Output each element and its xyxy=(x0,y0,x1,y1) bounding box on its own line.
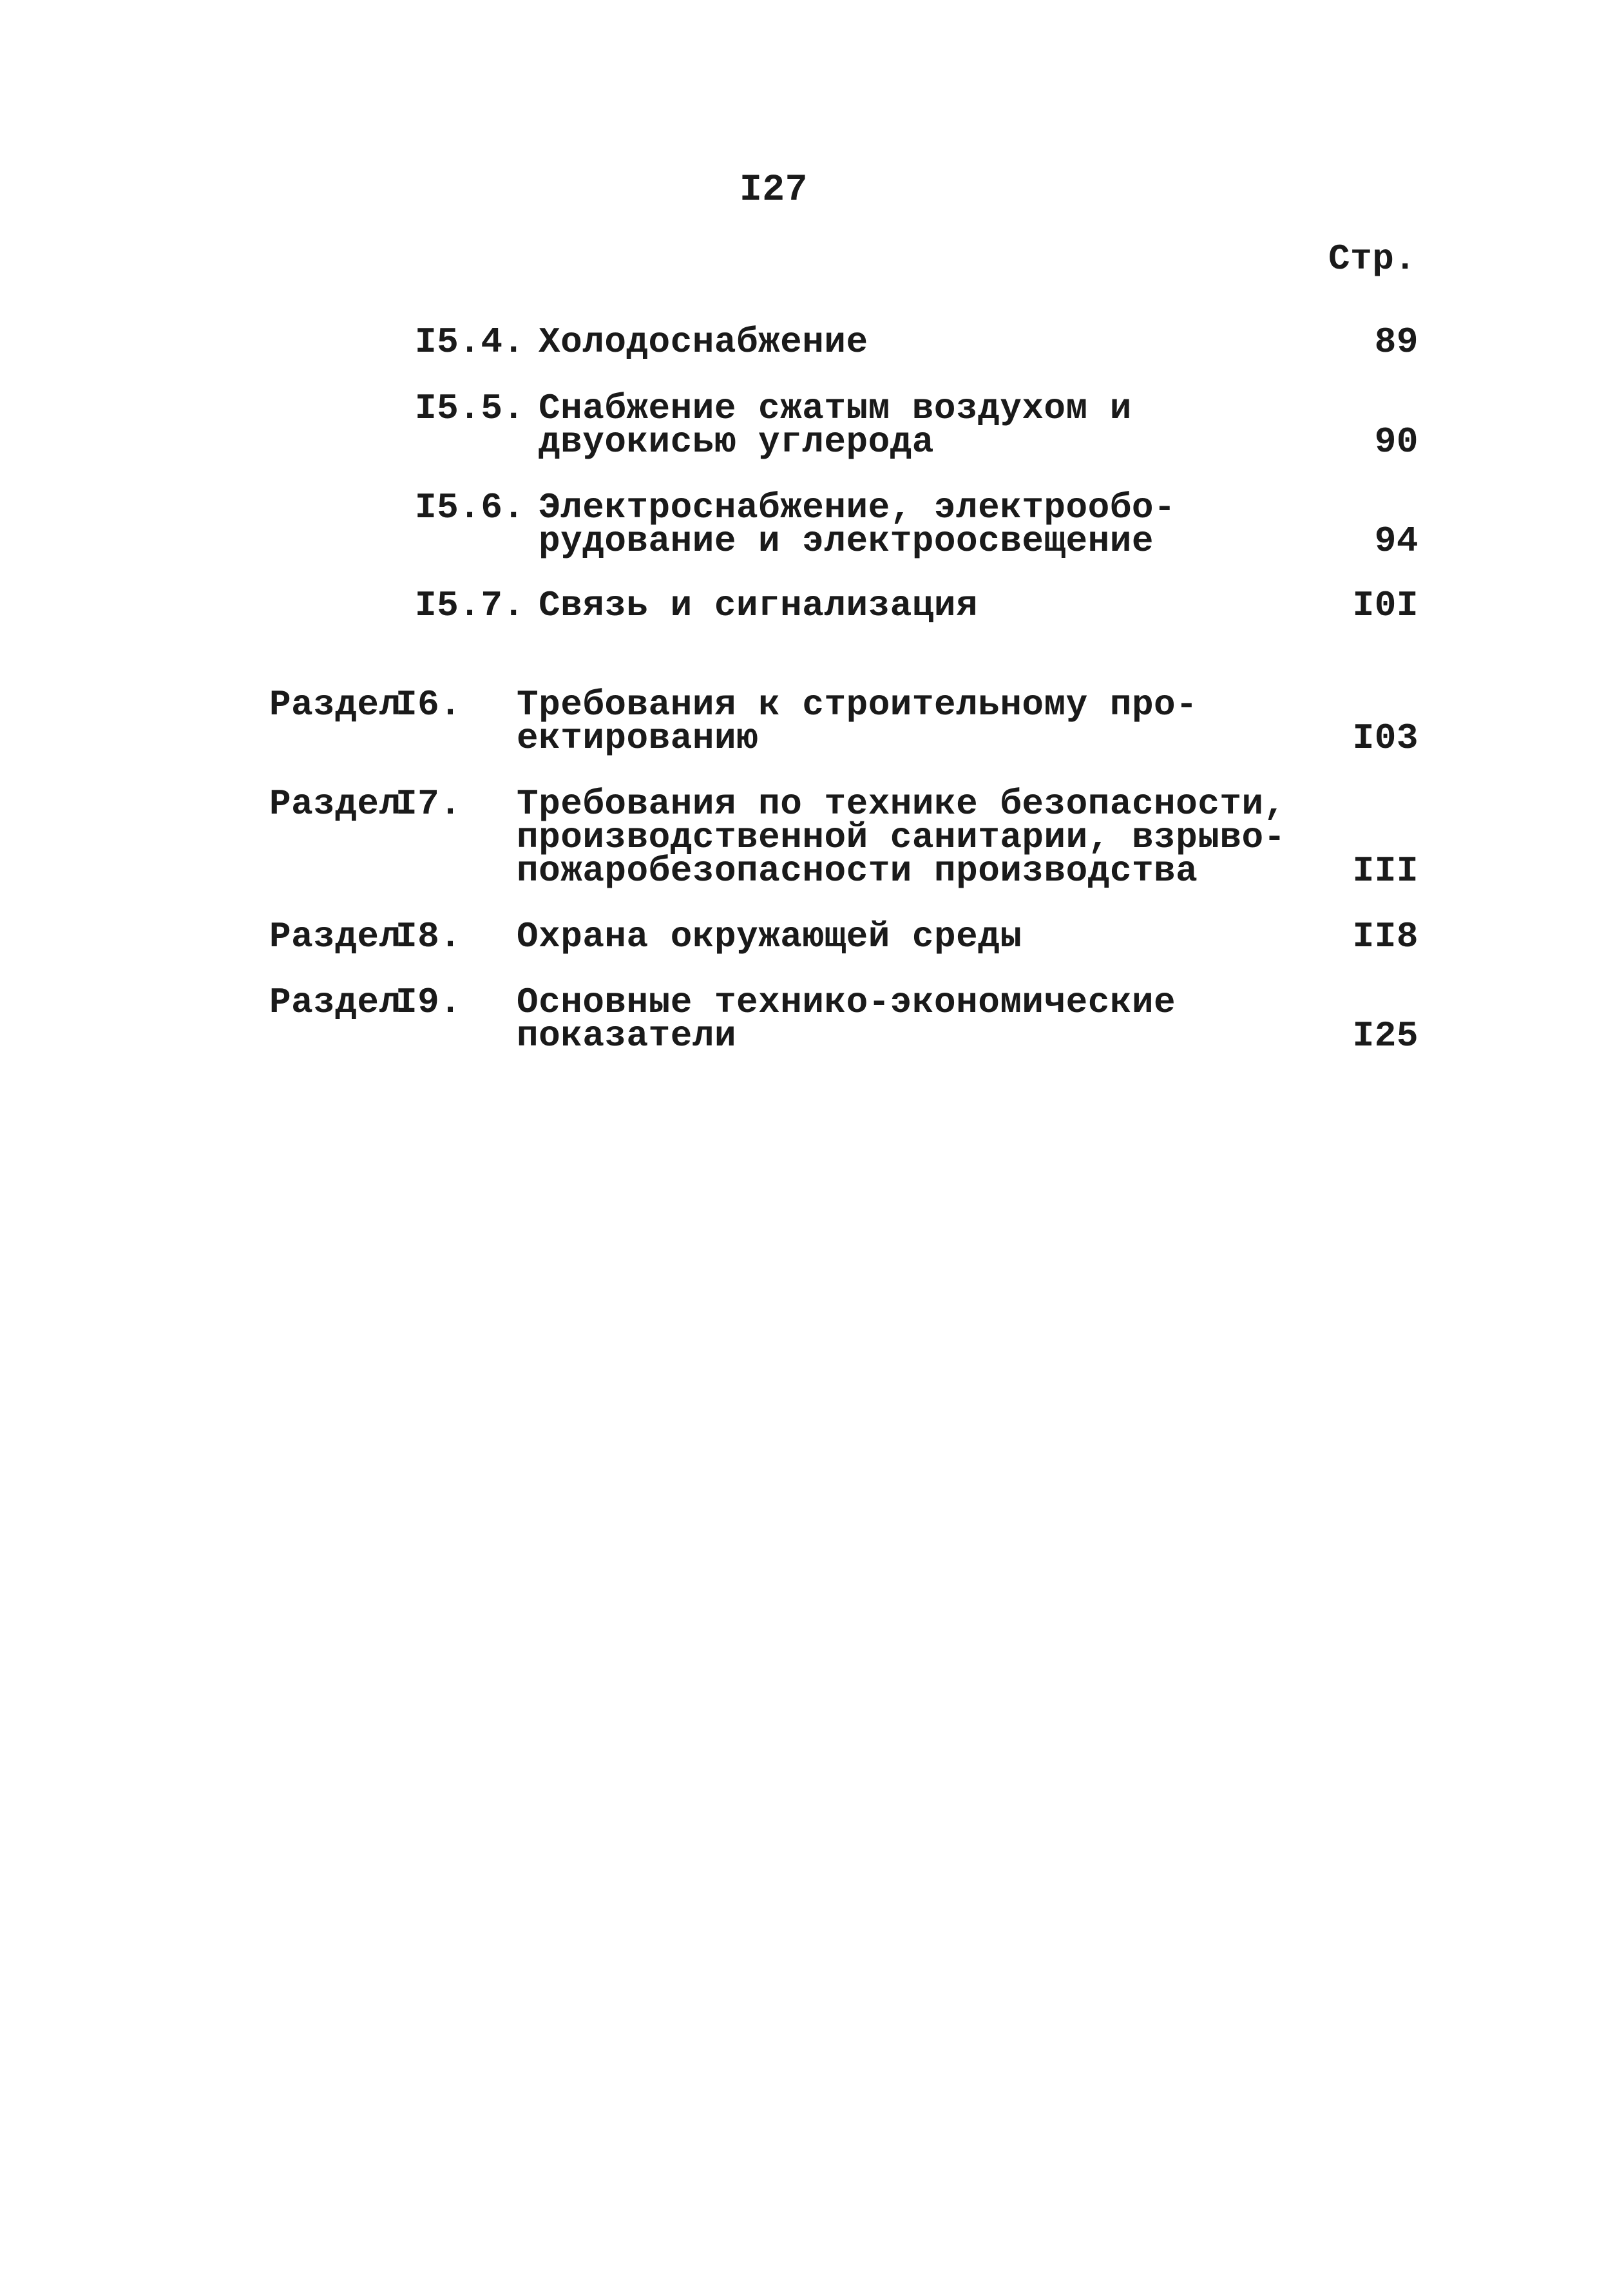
entry-title-line-2: ектированию xyxy=(517,718,759,759)
entry-title-line-2: двуокисью углерода xyxy=(539,421,934,463)
section-number: I6. xyxy=(396,684,462,725)
page-column-label: Стр. xyxy=(1328,238,1417,280)
section-number: I7. xyxy=(396,783,462,825)
entry-page: I0I xyxy=(1352,585,1419,626)
entry-title: Охрана окружающей среды xyxy=(517,916,1022,957)
entry-number: I5.4. xyxy=(415,321,525,363)
entry-title-line-2: рудование и электроосвещение xyxy=(539,520,1154,562)
entry-page: 90 xyxy=(1374,421,1419,463)
page-number: I27 xyxy=(740,169,808,211)
entry-title-line-2: производственной санитарии, взрыво- xyxy=(517,817,1286,858)
entry-title-line-1: Электроснабжение, электрообо- xyxy=(539,487,1176,528)
entry-page: 89 xyxy=(1374,321,1419,363)
entry-number: I5.7. xyxy=(415,585,525,626)
entry-title-line-3: пожаробезопасности производства xyxy=(517,850,1198,892)
entry-page: 94 xyxy=(1374,520,1419,562)
entry-title: Холодоснабжение xyxy=(539,321,868,363)
entry-page: I25 xyxy=(1352,1015,1419,1056)
entry-title: Связь и сигнализация xyxy=(539,585,979,626)
entry-title-line-1: Основные технико-экономические xyxy=(517,982,1176,1023)
section-label: Раздел xyxy=(269,684,401,725)
section-label: Раздел xyxy=(269,916,401,957)
entry-title-line-2: показатели xyxy=(517,1015,737,1056)
entry-title-line-1: Снабжение сжатым воздухом и xyxy=(539,388,1132,429)
entry-page: II8 xyxy=(1352,916,1419,957)
entry-title-line-1: Требования по технике безопасности, xyxy=(517,783,1286,825)
entry-number: I5.6. xyxy=(415,487,525,528)
section-number: I9. xyxy=(396,982,462,1023)
section-label: Раздел xyxy=(269,982,401,1023)
entry-number: I5.5. xyxy=(415,388,525,429)
entry-page: III xyxy=(1352,850,1419,892)
entry-page: I03 xyxy=(1352,718,1419,759)
section-label: Раздел xyxy=(269,783,401,825)
section-number: I8. xyxy=(396,916,462,957)
entry-title-line-1: Требования к строительному про- xyxy=(517,684,1198,725)
